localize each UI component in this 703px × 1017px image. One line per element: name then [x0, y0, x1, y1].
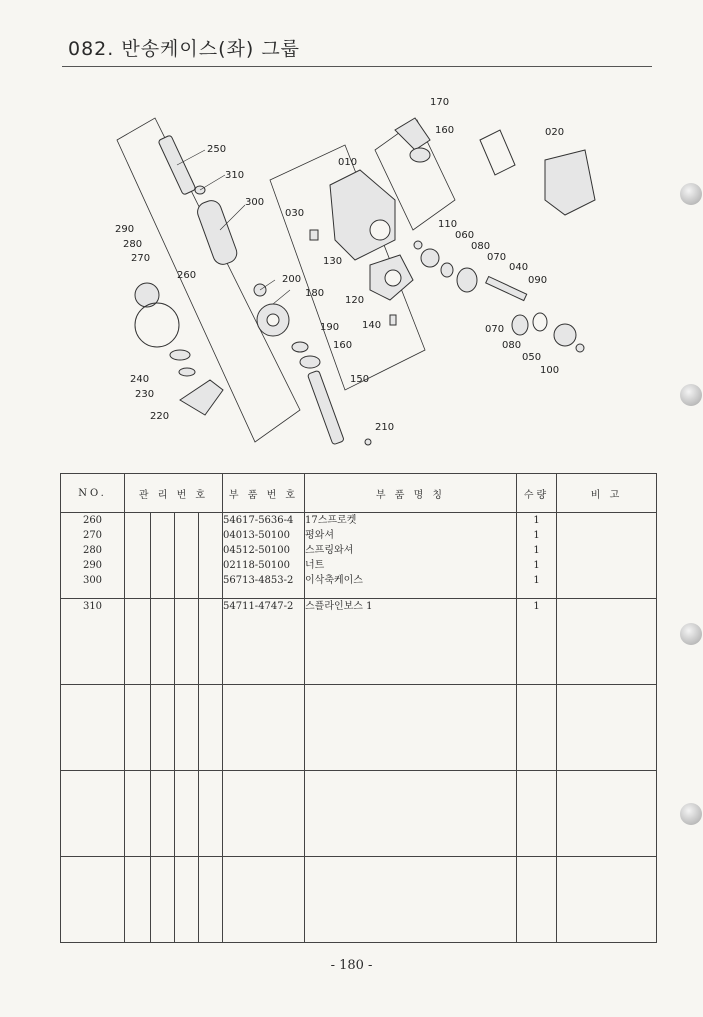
- part-no: 290: [82, 560, 103, 571]
- callout-250: 250: [207, 144, 227, 155]
- callout-080: 080: [471, 241, 491, 252]
- part-name: 이삭축케이스: [305, 575, 363, 586]
- callout-170: 170: [430, 97, 450, 108]
- header-quantity: 수량: [517, 474, 557, 513]
- no-cell: [61, 513, 125, 599]
- callout-300: 300: [245, 197, 265, 208]
- header-management-number: 관 리 번 호: [125, 474, 223, 513]
- mgmt-cell: [175, 513, 199, 599]
- callout-230: 230: [135, 389, 155, 400]
- part-number: 04512-50100: [223, 545, 291, 556]
- header-no: NO.: [61, 474, 125, 513]
- quantity: 1: [533, 601, 540, 612]
- callout-090: 090: [528, 275, 548, 286]
- binder-hole: [680, 623, 702, 645]
- part-name: 너트: [305, 560, 325, 571]
- callout-160: 160: [435, 125, 455, 136]
- callout-220: 220: [150, 411, 170, 422]
- mgmt-cell: [125, 599, 151, 685]
- part-no: 310: [82, 601, 103, 612]
- diagram-parts: [135, 118, 595, 445]
- part-name: 스플라인보스 1: [305, 601, 373, 612]
- table-row-group: [61, 685, 657, 771]
- callout-060: 060: [455, 230, 475, 241]
- part-no: 270: [82, 530, 103, 541]
- callout-180: 180: [305, 288, 325, 299]
- mgmt-cell: [125, 513, 151, 599]
- binder-hole: [680, 384, 702, 406]
- callout-310: 310: [225, 170, 245, 181]
- part-name: 평와셔: [305, 530, 334, 541]
- part-number: 04013-50100: [223, 530, 291, 541]
- callout-070: 070: [487, 252, 507, 263]
- table-row-group: [61, 857, 657, 943]
- part-no: 300: [82, 575, 103, 586]
- callout-040: 040: [509, 262, 529, 273]
- callout-020: 020: [545, 127, 565, 138]
- callout-100: 100: [540, 365, 560, 376]
- header-remarks: 비 고: [557, 474, 657, 513]
- remarks-cell: [557, 513, 657, 599]
- table-row-group: [61, 599, 657, 685]
- no-cell: [61, 599, 125, 685]
- page-number: - 180 -: [330, 958, 373, 973]
- table-row-group: [61, 771, 657, 857]
- callout-030: 030: [285, 208, 305, 219]
- callout-240: 240: [130, 374, 150, 385]
- mgmt-cell: [175, 599, 199, 685]
- part-name: 스프링와셔: [305, 545, 354, 556]
- part-number: 56713-4853-2: [223, 575, 294, 586]
- callout-150: 150: [350, 374, 370, 385]
- part-number: 02118-50100: [223, 560, 291, 571]
- callout-260: 260: [177, 270, 197, 281]
- callout-210: 210: [375, 422, 395, 433]
- callout-110: 110: [438, 219, 458, 230]
- remarks-cell: [557, 599, 657, 685]
- part-number: 54711-4747-2: [223, 601, 294, 612]
- mgmt-cell: [151, 513, 175, 599]
- callout-280: 280: [123, 239, 143, 250]
- callout-140: 140: [362, 320, 382, 331]
- quantity: 1: [533, 545, 540, 556]
- callout-010: 010: [338, 157, 358, 168]
- quantity-cell: [517, 599, 557, 685]
- exploded-parts-diagram: [95, 90, 625, 460]
- part-number-cell: [223, 513, 305, 599]
- mgmt-cell: [151, 599, 175, 685]
- part-number: 54617-5636-4: [223, 515, 294, 526]
- title-divider: [62, 66, 652, 67]
- binder-hole: [680, 183, 702, 205]
- callout-120: 120: [345, 295, 365, 306]
- callout-270: 270: [131, 253, 151, 264]
- quantity: 1: [533, 515, 540, 526]
- part-name-cell: [305, 513, 517, 599]
- callout-130: 130: [323, 256, 343, 267]
- callout-190: 190: [320, 322, 340, 333]
- callout-050: 050: [522, 352, 542, 363]
- quantity: 1: [533, 530, 540, 541]
- part-number-cell: [223, 599, 305, 685]
- callout-200: 200: [282, 274, 302, 285]
- part-name-cell: [305, 599, 517, 685]
- quantity: 1: [533, 575, 540, 586]
- header-part-number: 부 품 번 호: [223, 474, 305, 513]
- callout-070: 070: [485, 324, 505, 335]
- mgmt-cell: [199, 599, 223, 685]
- page-title: 082. 반송케이스(좌) 그룹: [68, 38, 301, 60]
- quantity-cell: [517, 513, 557, 599]
- callout-290: 290: [115, 224, 135, 235]
- parts-table: [60, 473, 657, 943]
- table-row-group: [61, 513, 657, 599]
- part-no: 280: [82, 545, 103, 556]
- callout-160: 160: [333, 340, 353, 351]
- part-name: 17스프로켓: [305, 515, 357, 526]
- part-no: 260: [82, 515, 103, 526]
- binder-hole: [680, 803, 702, 825]
- mgmt-cell: [199, 513, 223, 599]
- callout-080: 080: [502, 340, 522, 351]
- header-part-name: 부 품 명 칭: [305, 474, 517, 513]
- quantity: 1: [533, 560, 540, 571]
